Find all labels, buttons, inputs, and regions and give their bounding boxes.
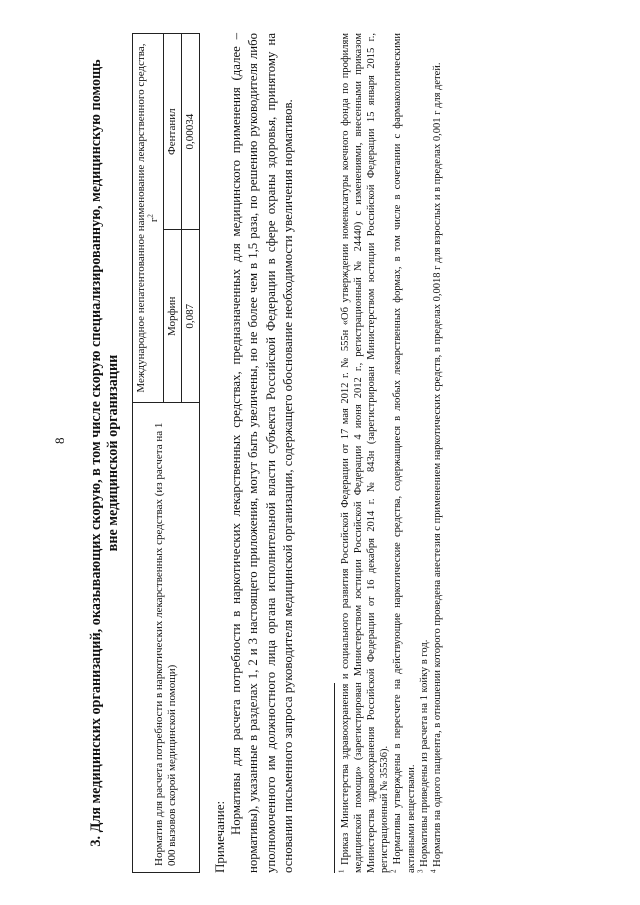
section-title: 3. Для медицинских организаций, оказывающих скорую, в том числе скорую специализированную, медицинскую помощь вне медицинской организации (88, 59, 121, 847)
column-morphine: Морфин (164, 230, 182, 403)
footnote-2 (391, 33, 417, 873)
note-text: Нормативы для расчета потребности в наркотических лекарственных средствах, предназначенных для медицинского применения (далее – нормативы), указанные в разделах 1, 2 и 3 настоящего приложения, могут быть увеличены, но не более чем в 1,5 раза, по решению руководителя либо уполномоченного им должностного лица органа исполнительной власти субъекта Российской Федерации в сфере охраны здоровья, принятому на основании письменного запроса руководителя медицинской организации, содержащего обоснование необходимости увеличения нормативов. (229, 33, 296, 873)
column-fentanyl: Фентанил (164, 34, 182, 230)
document-page (88, 33, 558, 873)
header-footnote-mark: 2 (146, 214, 155, 218)
footnote-text: Приказ Министерства здравоохранения и социального развития Российской Федерации от 17 мая 2012 г. № 555н «Об утверждении номенклатуры коечного фонда по профилям медицинской помощи» (зарегистрирован Министерством юстиции Российской Федерации 4 июня 2012 г., регистрационный № 24440) с изменениями, внесенными приказом Министерства здравоохранения Российской Федерации от 16 декабря 2014 г. № 843н (зарегистрирован Министерством юстиции Российской Федерации 15 января 2015 г., регистрационный № 35536). (339, 32, 391, 873)
row-label-cell (133, 403, 200, 873)
footnote-1 (339, 33, 392, 873)
value-fentanyl: 0,00034 (182, 34, 200, 230)
footnote-text: Нормативы утверждены в пересчете на действующие наркотические средства, содержащиеся в любых лекарственных формах, в том числе в сочетании с фармакологическими активными веществами. (392, 32, 417, 873)
footnotes (339, 33, 445, 873)
footnote-divider (334, 683, 335, 873)
footnote-mark: 3 (416, 869, 425, 873)
note-heading: Примечание: (212, 800, 227, 873)
footnote-mark: 4 (429, 869, 438, 873)
norms-table (132, 33, 200, 873)
footnote-text: Нормативы приведены из расчета на 1 койку в год. (418, 639, 430, 867)
footnote-mark: 1 (337, 869, 346, 873)
row-label: Норматив для расчета потребности в наркотических лекарственных средствах (из расчета на 1 000 вызовов скорой медицинской помощи) (153, 422, 178, 866)
footnote-mark: 2 (389, 869, 398, 873)
footnote-3 (418, 33, 431, 873)
header-cell (133, 34, 164, 403)
header-text: Международное непатентованное наименование лекарственного средства, г (135, 43, 160, 393)
value-morphine: 0,087 (182, 230, 200, 403)
footnote-text: Норматив на одного пациента, в отношении которого проведена анестезия с применением наркотических средств, в пределах 0,0018 г для взрослых и в пределах 0,001 г для детей. (432, 62, 444, 867)
page-number: 8 (52, 437, 67, 444)
footnote-4 (431, 33, 444, 873)
